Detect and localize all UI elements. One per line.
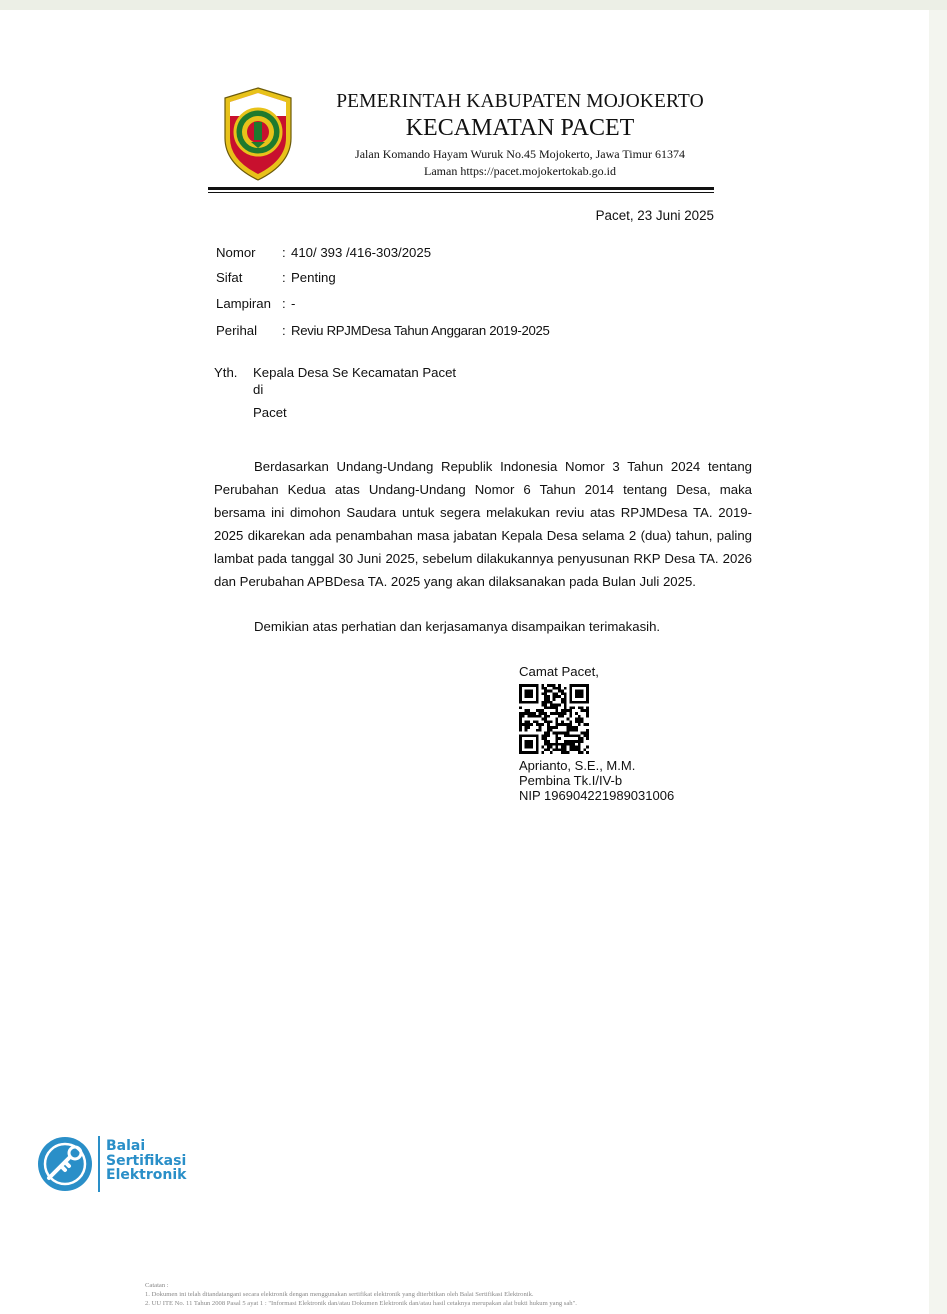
bsre-logo-text — [106, 1139, 186, 1183]
recipient-name: Kepala Desa Se Kecamatan Pacet — [253, 365, 457, 380]
bsre-line2: Sertifikasi — [106, 1152, 187, 1169]
meta-colon: : — [282, 296, 286, 311]
letterhead-government: PEMERINTAH KABUPATEN MOJOKERTO — [336, 91, 704, 112]
meta-value-sifat: Penting — [291, 270, 336, 285]
bsre-line3: Elektronik — [106, 1167, 187, 1183]
recipient-place: Pacet — [253, 405, 287, 420]
letter-date: Pacet, 23 Juni 2025 — [595, 208, 714, 223]
signature-qr-code — [519, 684, 589, 754]
bsre-line1: Balai — [106, 1138, 146, 1154]
meta-label-nomor: Nomor — [216, 245, 256, 260]
footnote-item-2: 2. UU ITE No. 11 Tahun 2008 Pasal 5 ayat 1 : "Informasi Elektronik dan/atau Dokumen Elektronik dan/atau hasil cetaknya merupakan alat bukti hukum yang sah". — [145, 1300, 577, 1307]
document-page — [0, 10, 929, 1314]
meta-colon: : — [282, 245, 286, 260]
meta-value-lampiran: - — [291, 296, 296, 311]
recipient-at: di — [253, 382, 264, 397]
letterhead-divider — [208, 187, 714, 190]
meta-label-perihal: Perihal — [216, 323, 258, 338]
meta-value-perihal: Reviu RPJMDesa Tahun Anggaran 2019-2025 — [291, 323, 550, 338]
footnote-heading: Catatan : — [145, 1282, 169, 1289]
signatory-rank: Pembina Tk.I/IV-b — [519, 773, 623, 788]
recipient-prefix: Yth. — [214, 365, 238, 380]
letterhead-divider-thin — [208, 192, 714, 193]
meta-colon: : — [282, 270, 286, 285]
meta-value-nomor: 410/ 393 /416-303/2025 — [291, 245, 432, 260]
signatory-nip: NIP 196904221989031006 — [519, 788, 675, 803]
footnote-item-1: 1. Dokumen ini telah ditandatangani secara elektronik dengan menggunakan sertifikat elektronik yang diterbitkan oleh Balai Sertifikasi Elektronik. — [145, 1291, 534, 1298]
letterhead-website: Laman https://pacet.mojokertokab.go.id — [424, 164, 616, 178]
signatory-block — [519, 758, 674, 803]
meta-label-sifat: Sifat — [216, 270, 243, 285]
letter-closing: Demikian atas perhatian dan kerjasamanya disampaikan terimakasih. — [254, 619, 661, 634]
meta-colon: : — [282, 323, 286, 338]
mojokerto-emblem-logo — [221, 86, 295, 182]
signatory-name: Aprianto, S.E., M.M. — [519, 758, 636, 773]
letterhead-address: Jalan Komando Hayam Wuruk No.45 Mojokerto, Jawa Timur 61374 — [355, 147, 685, 161]
signatory-title: Camat Pacet, — [519, 664, 599, 679]
letter-body-paragraph: Berdasarkan Undang-Undang Republik Indonesia Nomor 3 Tahun 2024 tentang Perubahan Kedua atas Undang-Undang Nomor 6 Tahun 2014 tentang Desa, maka bersama ini dimohon Saudara untuk segera melakukan reviu atas RPJMDesa TA. 2019-2025 dikarekan ada penambahan masa jabatan Kepala Desa selama 2 (dua) tahun, paling lambat pada tanggal 30 Juni 2025, sebelum dilakukannya penyusunan RKP Desa TA. 2026 dan Perubahan APBDesa TA. 2025 yang akan dilaksanakan pada Bulan Juli 2025. — [214, 459, 752, 589]
meta-label-lampiran: Lampiran — [216, 296, 271, 311]
scrollbar-track[interactable] — [929, 10, 947, 1314]
letterhead-district: KECAMATAN PACET — [405, 115, 635, 141]
